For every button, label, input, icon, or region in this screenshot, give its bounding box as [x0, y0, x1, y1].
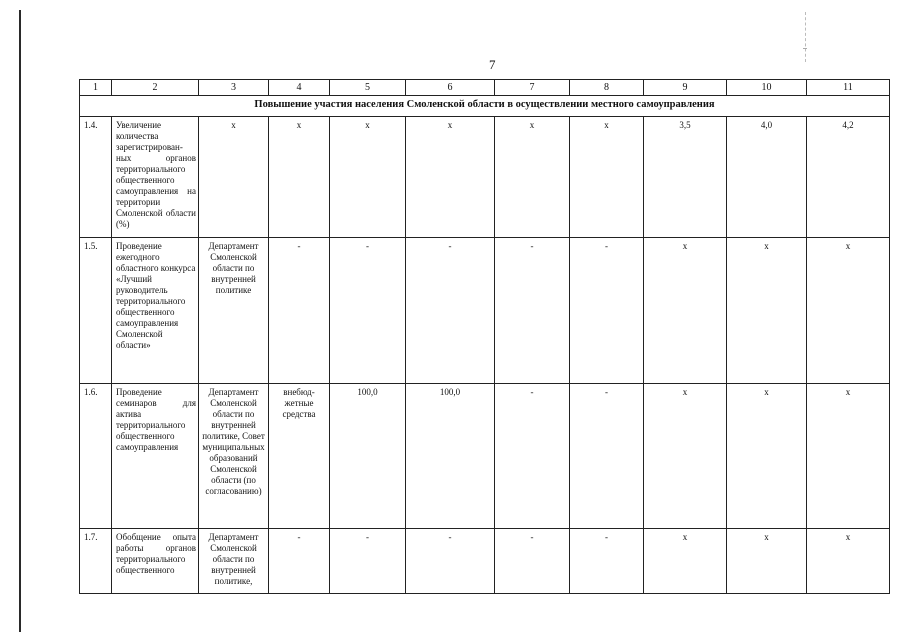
header-cell: 2 — [112, 80, 199, 96]
page-number: 7 — [489, 57, 496, 72]
section-row — [80, 96, 890, 117]
row-number: 1.6. — [80, 384, 112, 529]
value-cell: - — [406, 238, 495, 384]
table-row — [80, 117, 890, 238]
value-cell: 4,0 — [727, 117, 807, 238]
scan-mark — [803, 48, 807, 49]
value-cell: - — [570, 384, 644, 529]
executor-cell: Департамент Смоленской области по внутренней политике — [199, 238, 269, 384]
header-cell: 7 — [495, 80, 570, 96]
executor-cell: Департамент Смоленской области по внутренней политике, Совет муниципальных образований Смоленской области (по согласованию) — [199, 384, 269, 529]
value-cell: х — [495, 117, 570, 238]
header-cell: 8 — [570, 80, 644, 96]
measure-name: Проведение ежегодного областного конкурса «Лучший руководитель территориального общественного самоуправления Смоленской области» — [112, 238, 199, 384]
section-title: Повышение участия населения Смоленской области в осуществлении местного самоуправления — [80, 96, 890, 117]
header-cell: 5 — [330, 80, 406, 96]
value-cell: х — [727, 238, 807, 384]
row-number: 1.7. — [80, 529, 112, 594]
value-cell: - — [495, 529, 570, 594]
header-cell: 3 — [199, 80, 269, 96]
value-cell: - — [330, 529, 406, 594]
value-cell: х — [330, 117, 406, 238]
header-cell: 11 — [807, 80, 890, 96]
header-cell: 6 — [406, 80, 495, 96]
value-cell: х — [727, 384, 807, 529]
value-cell: - — [570, 238, 644, 384]
measure-name: Проведение семинаров для актива территориального общественного самоуправления — [112, 384, 199, 529]
value-cell: - — [495, 238, 570, 384]
header-cell: 9 — [644, 80, 727, 96]
value-cell: 100,0 — [406, 384, 495, 529]
funding-source-cell: внебюд-жетные средства — [269, 384, 330, 529]
program-table — [79, 79, 890, 594]
value-cell: х — [406, 117, 495, 238]
value-cell: х — [807, 384, 890, 529]
executor-cell: х — [199, 117, 269, 238]
value-cell: х — [644, 384, 727, 529]
value-cell: 3,5 — [644, 117, 727, 238]
value-cell: х — [807, 238, 890, 384]
value-cell: х — [644, 238, 727, 384]
row-number: 1.5. — [80, 238, 112, 384]
funding-source-cell: х — [269, 117, 330, 238]
scan-mark — [805, 12, 807, 62]
value-cell: х — [570, 117, 644, 238]
funding-source-cell: - — [269, 238, 330, 384]
value-cell: 100,0 — [330, 384, 406, 529]
value-cell: х — [644, 529, 727, 594]
page-edge-bar — [19, 10, 21, 632]
value-cell: - — [406, 529, 495, 594]
header-cell: 4 — [269, 80, 330, 96]
value-cell: - — [330, 238, 406, 384]
measure-name: Увеличение количества зарегистрирован-ных органов территориального общественного самоуправления на территории Смоленской области (%) — [112, 117, 199, 238]
table-row — [80, 238, 890, 384]
table-row — [80, 529, 890, 594]
row-number: 1.4. — [80, 117, 112, 238]
value-cell: - — [495, 384, 570, 529]
table-row — [80, 384, 890, 529]
header-cell: 10 — [727, 80, 807, 96]
value-cell: х — [727, 529, 807, 594]
measure-name: Обобщение опыта работы органов территориального общественного — [112, 529, 199, 594]
value-cell: - — [570, 529, 644, 594]
header-cell: 1 — [80, 80, 112, 96]
funding-source-cell: - — [269, 529, 330, 594]
executor-cell: Департамент Смоленской области по внутренней политике, — [199, 529, 269, 594]
value-cell: х — [807, 529, 890, 594]
header-row — [80, 80, 890, 96]
value-cell: 4,2 — [807, 117, 890, 238]
